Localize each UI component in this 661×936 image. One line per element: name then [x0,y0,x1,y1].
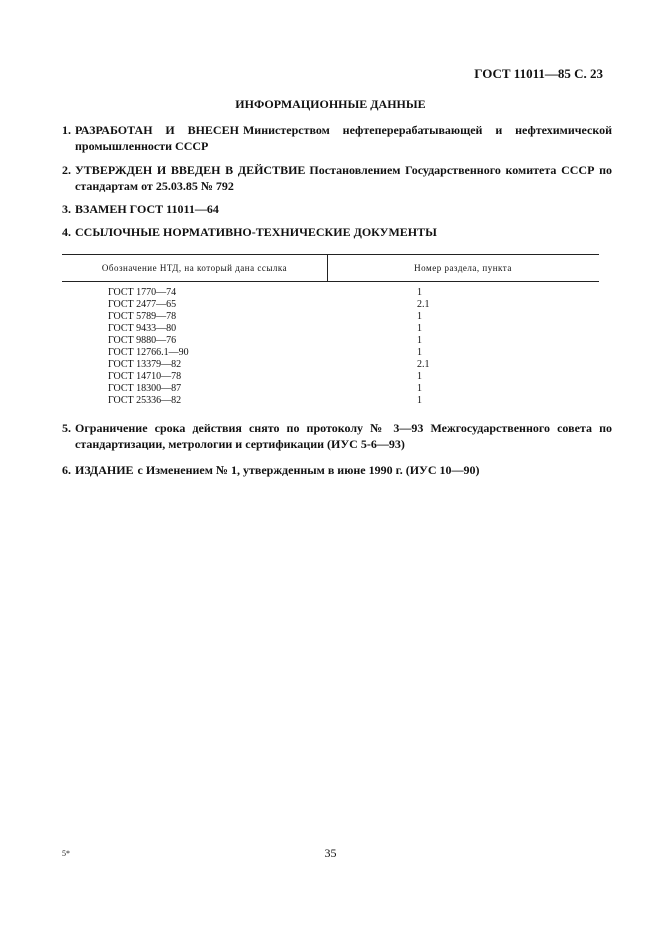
table-header-row [62,254,599,282]
section-edition [62,462,599,478]
section-number: 6. [62,463,71,477]
table-row [62,287,599,299]
section-reference: 1 [417,371,422,382]
reference-documents-table [62,254,599,407]
document-designation: ГОСТ 12766.1—90 [108,347,189,358]
document-designation: ГОСТ 9433—80 [108,323,177,334]
section-text: Постановлением Государственного комитета СССР по стандартам от 25.03.85 № 792 [75,163,612,193]
section-number: 5. [62,421,71,435]
section-number: 4. [62,225,71,239]
table-row [62,323,599,335]
section-number: 2. [62,163,71,177]
signature-mark: 5* [62,849,70,858]
page-title: ИНФОРМАЦИОННЫЕ ДАННЫЕ [235,97,426,111]
section-text: Ограничение срока действия снято по протоколу № 3—93 Межгосударственного совета по стандартизации, метрологии и сертификации (ИУС 5-6—93) [75,421,612,451]
section-heading: РАЗРАБОТАН И ВНЕСЕН [75,123,239,137]
section-reference: 2.1 [417,299,430,310]
document-designation: ГОСТ 13379—82 [108,359,182,370]
table-header-section: Номер раздела, пункта [414,263,512,273]
section-reference: 2.1 [417,359,430,370]
section-replaces [62,201,599,217]
document-designation: ГОСТ 25336—82 [108,395,182,406]
section-reference: 1 [417,311,422,322]
document-header-reference: ГОСТ 11011—85 С. 23 [474,66,603,81]
section-heading: ИЗДАНИЕ [75,463,134,477]
section-text: с Изменением № 1, утвержденным в июне 1990 г. (ИУС 10—90) [137,463,480,477]
section-reference: 1 [417,335,422,346]
document-designation: ГОСТ 1770—74 [108,287,177,298]
table-row [62,299,599,311]
section-reference-documents [62,224,599,240]
page-number: 35 [324,846,337,860]
table-row [62,395,599,407]
document-designation: ГОСТ 14710—78 [108,371,182,382]
section-developed-by [62,122,612,154]
section-reference: 1 [417,383,422,394]
document-designation: ГОСТ 5789—78 [108,311,177,322]
table-row [62,383,599,395]
section-number: 1. [62,123,71,137]
table-row [62,371,599,383]
section-heading: ВЗАМЕН ГОСТ 11011—64 [75,202,219,216]
section-number: 3. [62,202,71,216]
section-reference: 1 [417,395,422,406]
section-reference: 1 [417,347,422,358]
table-body [62,282,599,407]
section-approved [62,162,612,194]
section-reference: 1 [417,323,422,334]
table-row [62,359,599,371]
table-row [62,335,599,347]
section-validity-restriction [62,420,612,452]
table-row [62,311,599,323]
section-heading: ССЫЛОЧНЫЕ НОРМАТИВНО-ТЕХНИЧЕСКИЕ ДОКУМЕНТЫ [75,225,437,239]
table-row [62,347,599,359]
section-reference: 1 [417,287,422,298]
document-designation: ГОСТ 9880—76 [108,335,177,346]
section-heading: УТВЕРЖДЕН И ВВЕДЕН В ДЕЙСТВИЕ [75,163,306,177]
document-designation: ГОСТ 2477—65 [108,299,177,310]
table-header-document: Обозначение НТД, на который дана ссылка [101,263,288,273]
section-text: Министерством нефтеперерабатывающей и нефтехимической промышленности СССР [75,123,612,153]
document-designation: ГОСТ 18300—87 [108,383,182,394]
